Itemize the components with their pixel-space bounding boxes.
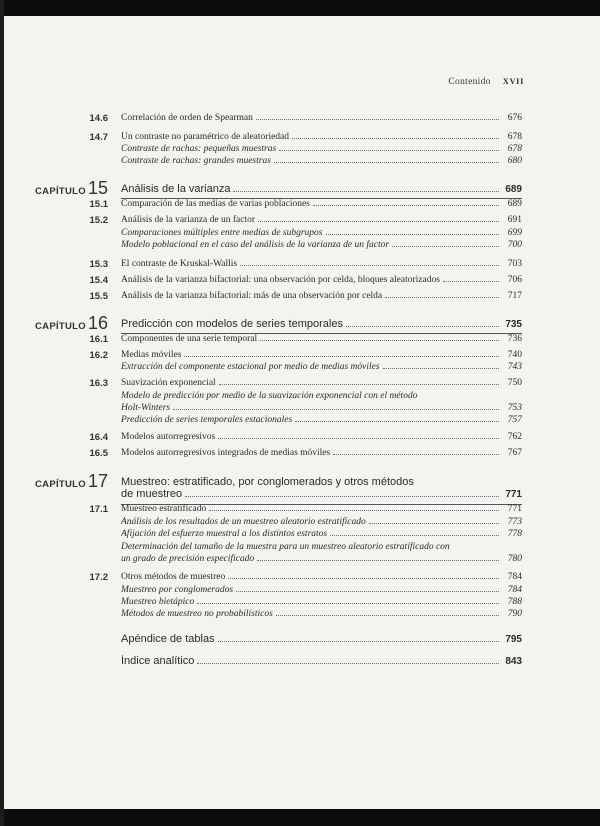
toc-line (121, 633, 522, 645)
leader-dots (197, 602, 499, 604)
toc-entry[interactable] (0, 156, 600, 169)
toc-page-number: 757 (507, 415, 522, 425)
toc-line (121, 378, 522, 388)
leader-dots (185, 495, 499, 497)
leader-dots (292, 137, 499, 139)
toc-line (121, 215, 522, 225)
toc-entry-title: Análisis de la varianza de un factor (121, 215, 255, 225)
section-number: 15.5 (89, 291, 108, 302)
leader-dots (258, 220, 499, 222)
toc-entry-title: Contraste de rachas: pequeñas muestras (121, 144, 277, 154)
toc-entry-title: Métodos de muestreo no probabilísticos (121, 609, 273, 619)
chapter-number: 17 (87, 471, 108, 491)
toc-page-number: 762 (507, 432, 522, 442)
section-number: 16.4 (89, 432, 108, 443)
toc-page-number: 743 (507, 362, 522, 372)
toc-entry-title: Análisis de la varianza (121, 183, 231, 195)
toc-entry-title: Muestreo estratificado (121, 504, 207, 514)
toc-line-2 (121, 488, 522, 500)
toc-entry[interactable] (0, 554, 600, 567)
chapter-label (35, 313, 108, 334)
toc-line (121, 113, 522, 123)
toc-line (121, 476, 522, 488)
toc-entry-title-cont: de muestreo (121, 488, 183, 500)
toc-page-number: 735 (505, 319, 522, 330)
toc-line (121, 228, 522, 238)
toc-entry-title: El contraste de Kruskal-Wallis (121, 259, 238, 269)
toc-entry[interactable] (0, 113, 600, 126)
chapter-word: CAPÍTULO (35, 321, 86, 332)
toc-entry[interactable] (0, 609, 600, 622)
toc-line (121, 554, 522, 564)
toc-line (121, 318, 522, 330)
toc-line (121, 132, 522, 142)
toc-entry-title: Contraste de rachas: grandes muestras (121, 156, 271, 166)
toc-entry[interactable] (0, 628, 600, 650)
leader-dots (385, 296, 499, 298)
toc-page-number: 689 (505, 184, 522, 195)
toc-entry-title: un grado de precisión especificado (121, 554, 255, 564)
toc-page-number: 788 (507, 597, 522, 607)
leader-dots (392, 245, 499, 247)
toc-entry[interactable] (0, 378, 600, 391)
leader-dots (218, 640, 499, 642)
toc-entry[interactable] (0, 291, 600, 304)
toc-entry-title: Análisis de la varianza bifactorial: una observación por celda, bloques aleatorizados (121, 275, 440, 285)
toc-line (121, 183, 522, 195)
toc-line (121, 334, 522, 344)
header-title: Contenido (448, 77, 491, 87)
toc-line (121, 415, 522, 425)
chapter-number: 16 (87, 313, 108, 333)
leader-dots (233, 190, 499, 192)
toc-entry-title: Análisis de la varianza bifactorial: más de una observación por celda (121, 291, 383, 301)
toc-page-number: 676 (507, 113, 522, 123)
toc-page-number: 771 (507, 504, 522, 514)
toc-entry-title: Modelo poblacional en el caso del análisis de la varianza de un factor (121, 240, 390, 250)
toc-entry[interactable] (0, 471, 600, 505)
toc-entry-title: Holt-Winters (121, 403, 171, 413)
toc-line (121, 362, 522, 372)
toc-page-number: 703 (507, 259, 522, 269)
running-header (448, 76, 524, 87)
toc-page-number: 784 (507, 585, 522, 595)
chapter-label (35, 178, 108, 199)
section-number: 14.6 (89, 113, 108, 124)
toc-entry[interactable] (0, 650, 600, 672)
toc-page-number: 736 (507, 334, 522, 344)
toc-line (121, 156, 522, 166)
leader-dots (260, 339, 499, 341)
toc-line (121, 609, 522, 619)
toc-line (121, 199, 522, 209)
toc-page-number: 750 (507, 378, 522, 388)
leader-dots (295, 420, 499, 422)
toc-line (121, 572, 522, 582)
leader-dots (369, 522, 499, 524)
toc-entry-title: Un contraste no paramétrico de aleatoriedad (121, 132, 290, 142)
toc-page-number: 740 (507, 350, 522, 360)
toc-entry-title: Otros métodos de muestreo (121, 572, 226, 582)
toc-entry-title: Medias móviles (121, 350, 182, 360)
section-number: 14.7 (89, 132, 108, 143)
section-number: 15.4 (89, 275, 108, 286)
toc-entry[interactable] (0, 178, 600, 200)
toc-entry[interactable] (0, 215, 600, 228)
leader-dots (257, 559, 499, 561)
toc-line (121, 240, 522, 250)
section-number: 15.2 (89, 215, 108, 226)
toc-line (121, 259, 522, 269)
toc-entry-title: Determinación del tamaño de la muestra para un muestreo aleatorio estratificado con (121, 542, 450, 552)
section-number: 15.1 (89, 199, 108, 210)
toc-entry-title: Apéndice de tablas (121, 633, 215, 645)
chapter-label (35, 471, 108, 492)
leader-dots (333, 453, 499, 455)
toc-page-number: 706 (507, 275, 522, 285)
leader-dots (330, 534, 499, 536)
section-number: 17.1 (89, 504, 108, 515)
toc-page-number: 843 (505, 656, 522, 667)
toc-entry[interactable] (0, 313, 600, 335)
leader-dots (256, 118, 499, 120)
toc-page-number: 795 (505, 634, 522, 645)
toc-line (121, 504, 522, 514)
toc-entry[interactable] (0, 572, 600, 585)
toc-entry-title: Análisis de los resultados de un muestreo aleatorio estratificado (121, 517, 366, 527)
toc-entry[interactable] (0, 259, 600, 272)
toc-line (121, 350, 522, 360)
toc-entry[interactable] (0, 415, 600, 428)
toc-page-number: 790 (507, 609, 522, 619)
leader-dots (228, 577, 499, 579)
section-number: 16.5 (89, 448, 108, 459)
toc-line (121, 529, 522, 539)
toc-line (121, 517, 522, 527)
toc-line (121, 585, 522, 595)
toc-line (121, 275, 522, 285)
toc-entry[interactable] (0, 334, 600, 347)
leader-dots (276, 614, 499, 616)
toc-entry[interactable] (0, 432, 600, 445)
section-number: 16.3 (89, 378, 108, 389)
toc-entry[interactable] (0, 504, 600, 517)
toc-entry-title: Comparación de las medias de varias poblaciones (121, 199, 310, 209)
toc-line (121, 144, 522, 154)
toc-entry-title: Muestreo por conglomerados (121, 585, 234, 595)
leader-dots (219, 383, 499, 385)
toc-entry-title: Comparaciones múltiples entre medias de subgrupos (121, 228, 323, 238)
leader-dots (209, 509, 499, 511)
toc-entry[interactable] (0, 199, 600, 212)
section-number: 17.2 (89, 572, 108, 583)
toc-page-number: 778 (507, 529, 522, 539)
toc-page-number: 689 (507, 199, 522, 209)
toc-page-number: 678 (507, 132, 522, 142)
toc-entry-title: Muestreo: estratificado, por conglomerados y otros métodos (121, 476, 414, 488)
toc-line (121, 448, 522, 458)
toc-line (121, 432, 522, 442)
section-number: 16.1 (89, 334, 108, 345)
toc-page-number: 753 (507, 403, 522, 413)
leader-dots (173, 408, 499, 410)
toc-page-number: 780 (507, 554, 522, 564)
toc-page-number: 680 (507, 156, 522, 166)
toc-page-number: 717 (507, 291, 522, 301)
toc-entry-title: Índice analítico (121, 655, 195, 667)
toc-line (121, 655, 522, 667)
toc-line (121, 403, 522, 413)
toc-entry-title: Modelos autorregresivos (121, 432, 216, 442)
toc-entry[interactable] (0, 529, 600, 542)
toc-entry-title: Afijación del esfuerzo muestral a los distintos estratos (121, 529, 328, 539)
leader-dots (274, 161, 499, 163)
toc-page-number: 784 (507, 572, 522, 582)
toc-line (121, 542, 522, 552)
section-number: 16.2 (89, 350, 108, 361)
toc-entry-title: Modelos autorregresivos integrados de medias móviles (121, 448, 331, 458)
leader-dots (279, 149, 499, 151)
toc-page-number: 767 (507, 448, 522, 458)
leader-dots (184, 355, 499, 357)
toc-entry-title: Muestreo bietápico (121, 597, 195, 607)
toc-entry-title: Modelo de predicción por medio de la suavización exponencial con el método (121, 391, 418, 401)
leader-dots (326, 233, 499, 235)
leader-dots (313, 204, 499, 206)
chapter-number: 15 (87, 178, 108, 198)
toc-line (121, 391, 522, 401)
toc-page-number: 773 (507, 517, 522, 527)
toc-entry-title: Predicción con modelos de series temporales (121, 318, 343, 330)
toc-entry-title: Predicción de series temporales estacionales (121, 415, 293, 425)
toc-line (121, 597, 522, 607)
leader-dots (218, 437, 499, 439)
leader-dots (346, 325, 499, 327)
toc-page-number: 700 (507, 240, 522, 250)
toc-entry-title: Componentes de una serie temporal (121, 334, 258, 344)
chapter-word: CAPÍTULO (35, 186, 86, 197)
toc-entry[interactable] (0, 362, 600, 375)
leader-dots (240, 264, 499, 266)
header-page-number: XVII (502, 76, 524, 86)
leader-dots (197, 662, 499, 664)
chapter-word: CAPÍTULO (35, 479, 86, 490)
section-number: 15.3 (89, 259, 108, 270)
toc-page-number: 691 (507, 215, 522, 225)
toc-entry[interactable] (0, 240, 600, 253)
toc-entry-title: Correlación de orden de Spearman (121, 113, 253, 123)
leader-dots (383, 367, 499, 369)
leader-dots (236, 590, 499, 592)
toc-entry[interactable] (0, 275, 600, 288)
leader-dots (443, 280, 499, 282)
toc-entry[interactable] (0, 448, 600, 461)
toc-page-number: 678 (507, 144, 522, 154)
toc-page-number: 771 (505, 489, 522, 500)
toc-entry-title: Suavización exponencial (121, 378, 216, 388)
toc-entry-title: Extracción del componente estacional por medio de medias móviles (121, 362, 380, 372)
toc-line (121, 291, 522, 301)
toc-page-number: 699 (507, 228, 522, 238)
